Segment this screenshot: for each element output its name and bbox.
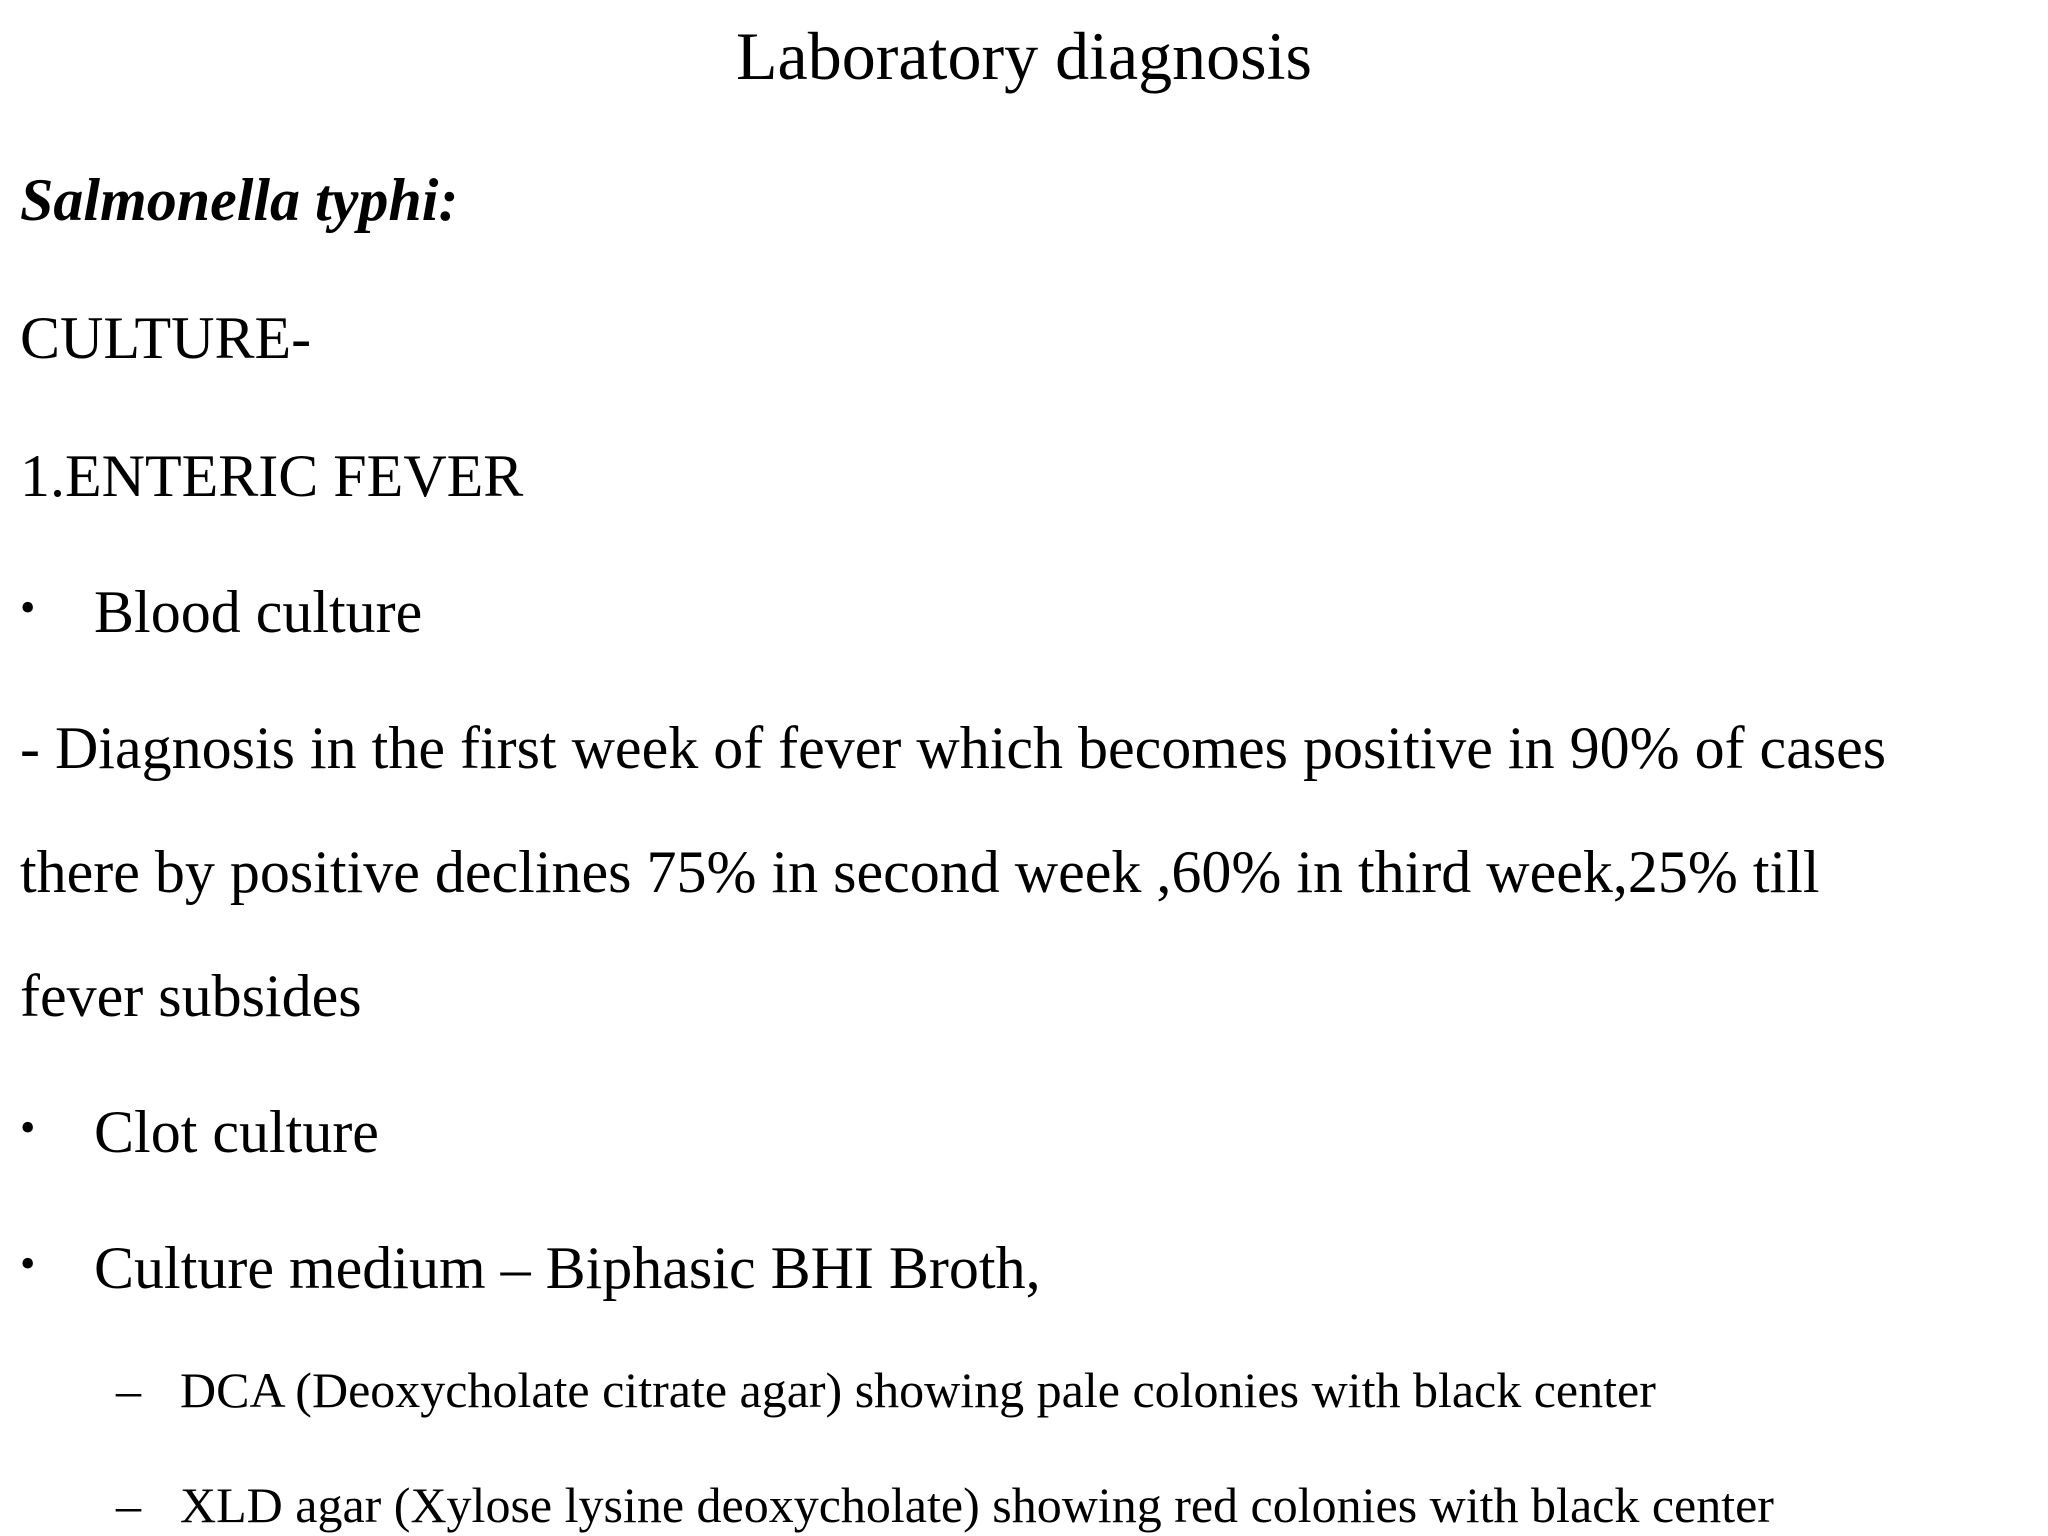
paragraph-line: - Diagnosis in the first week of fever which becomes positive in 90% of cases bbox=[20, 715, 1887, 781]
paragraph-line: there by positive declines 75% in second week ,60% in third week,25% till bbox=[20, 839, 1820, 905]
section-label: CULTURE- bbox=[20, 305, 312, 371]
sub-item-text: DCA (Deoxycholate citrate agar) showing pale colonies with black center bbox=[180, 1362, 1656, 1418]
organism-heading: Salmonella typhi: bbox=[20, 167, 459, 233]
subsection-label: 1.ENTERIC FEVER bbox=[20, 443, 524, 509]
bullet-icon: • bbox=[20, 1239, 36, 1288]
bullet-icon: • bbox=[20, 583, 36, 632]
sub-item-dca bbox=[116, 1362, 1656, 1418]
bullet-item-clot-culture bbox=[20, 1099, 379, 1165]
dash-icon: – bbox=[116, 1477, 141, 1533]
dash-icon: – bbox=[116, 1362, 141, 1418]
bullet-icon: • bbox=[20, 1103, 36, 1152]
bullet-item-culture-medium bbox=[20, 1235, 1041, 1301]
bullet-text: Blood culture bbox=[94, 579, 423, 645]
sub-item-text: XLD agar (Xylose lysine deoxycholate) showing red colonies with black center bbox=[180, 1477, 1774, 1533]
slide-title: Laboratory diagnosis bbox=[736, 18, 1312, 94]
bullet-text: Culture medium – Biphasic BHI Broth, bbox=[94, 1235, 1041, 1301]
bullet-item-blood-culture bbox=[20, 579, 423, 645]
sub-item-xld bbox=[116, 1477, 1774, 1533]
paragraph-line: fever subsides bbox=[20, 963, 362, 1029]
bullet-text: Clot culture bbox=[94, 1099, 379, 1165]
